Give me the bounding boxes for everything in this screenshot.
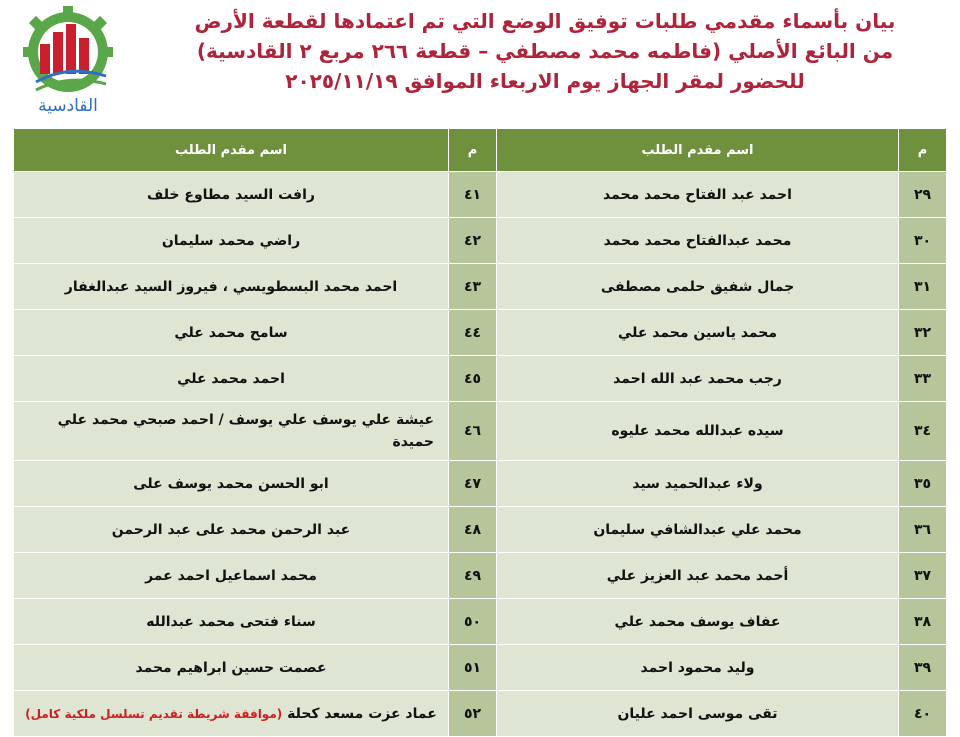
logo-caption: القادسية <box>38 96 98 116</box>
row-number: ٤٨ <box>449 507 497 553</box>
col-header-name-right: اسم مقدم الطلب <box>497 129 899 172</box>
table-row <box>14 402 947 461</box>
applicant-name: ابو الحسن محمد يوسف على <box>14 461 449 507</box>
col-header-num-right: م <box>899 129 947 172</box>
page-title <box>150 6 940 96</box>
row-number: ٣٥ <box>899 461 947 507</box>
applicants-table <box>13 128 947 737</box>
applicant-name: رافت السيد مطاوع خلف <box>14 172 449 218</box>
row-number: ٣٦ <box>899 507 947 553</box>
applicant-name: محمد اسماعيل احمد عمر <box>14 553 449 599</box>
row-number: ٣١ <box>899 264 947 310</box>
table-row <box>14 172 947 218</box>
table-row <box>14 645 947 691</box>
row-number: ٢٩ <box>899 172 947 218</box>
applicant-name: محمد علي عبدالشافي سليمان <box>497 507 899 553</box>
table-row <box>14 599 947 645</box>
applicant-name: تقى موسى احمد عليان <box>497 691 899 737</box>
title-line-3: للحضور لمقر الجهاز يوم الاربعاء الموافق ٢٠٢٥/١١/١٩ <box>285 69 805 93</box>
applicant-name: عيشة علي يوسف علي يوسف / احمد صبحي محمد علي حميدة <box>14 402 449 461</box>
row-number: ٤٤ <box>449 310 497 356</box>
applicant-name: ولاء عبدالحميد سيد <box>497 461 899 507</box>
applicant-name: احمد محمد علي <box>14 356 449 402</box>
table-row <box>14 264 947 310</box>
row-number: ٣٠ <box>899 218 947 264</box>
approval-note: (موافقة شريطة تقديم تسلسل ملكية كامل) <box>25 706 283 721</box>
table-row <box>14 553 947 599</box>
col-header-name-left: اسم مقدم الطلب <box>14 129 449 172</box>
row-number: ٥١ <box>449 645 497 691</box>
row-number: ٤١ <box>449 172 497 218</box>
applicant-name: أحمد محمد عبد العزيز علي <box>497 553 899 599</box>
table-row <box>14 218 947 264</box>
applicant-name: احمد محمد البسطويسي ، فيروز السيد عبدالغفار <box>14 264 449 310</box>
row-number: ٣٢ <box>899 310 947 356</box>
row-number: ٣٤ <box>899 402 947 461</box>
applicant-name: احمد عبد الفتاح محمد محمد <box>497 172 899 218</box>
row-number: ٥٠ <box>449 599 497 645</box>
applicant-name: سامح محمد علي <box>14 310 449 356</box>
row-number: ٤٢ <box>449 218 497 264</box>
row-number: ٣٣ <box>899 356 947 402</box>
applicant-name: عماد عزت مسعد كحلة <box>287 705 437 722</box>
applicant-name: عفاف يوسف محمد علي <box>497 599 899 645</box>
row-number: ٤٧ <box>449 461 497 507</box>
row-number: ٣٩ <box>899 645 947 691</box>
table-row <box>14 507 947 553</box>
applicant-name: سناء فتحى محمد عبدالله <box>14 599 449 645</box>
title-line-2: من البائع الأصلي (فاطمه محمد مصطفي – قطعة ٢٦٦ مربع ٢ القادسية) <box>196 39 894 63</box>
applicant-name: عصمت حسين ابراهيم محمد <box>14 645 449 691</box>
table-row <box>14 310 947 356</box>
applicant-name: محمد ياسين محمد علي <box>497 310 899 356</box>
table-row <box>14 356 947 402</box>
row-number: ٣٧ <box>899 553 947 599</box>
applicant-name-with-note <box>14 691 449 737</box>
table-row <box>14 691 947 737</box>
row-number: ٤٩ <box>449 553 497 599</box>
applicant-name: محمد عبدالفتاح محمد محمد <box>497 218 899 264</box>
row-number: ٣٨ <box>899 599 947 645</box>
col-header-num-left: م <box>449 129 497 172</box>
row-number: ٤٠ <box>899 691 947 737</box>
applicant-name: سيده عبدالله محمد عليوه <box>497 402 899 461</box>
row-number: ٤٥ <box>449 356 497 402</box>
table-header-row <box>14 129 947 172</box>
applicant-name: عبد الرحمن محمد على عبد الرحمن <box>14 507 449 553</box>
applicant-name: جمال شفيق حلمى مصطفى <box>497 264 899 310</box>
table-row <box>14 461 947 507</box>
row-number: ٤٣ <box>449 264 497 310</box>
title-line-1: بيان بأسماء مقدمي طلبات توفيق الوضع التي تم اعتمادها لقطعة الأرض <box>194 9 896 33</box>
row-number: ٥٢ <box>449 691 497 737</box>
row-number: ٤٦ <box>449 402 497 461</box>
applicant-name: رجب محمد عبد الله احمد <box>497 356 899 402</box>
applicant-name: راضي محمد سليمان <box>14 218 449 264</box>
applicant-name: وليد محمود احمد <box>497 645 899 691</box>
